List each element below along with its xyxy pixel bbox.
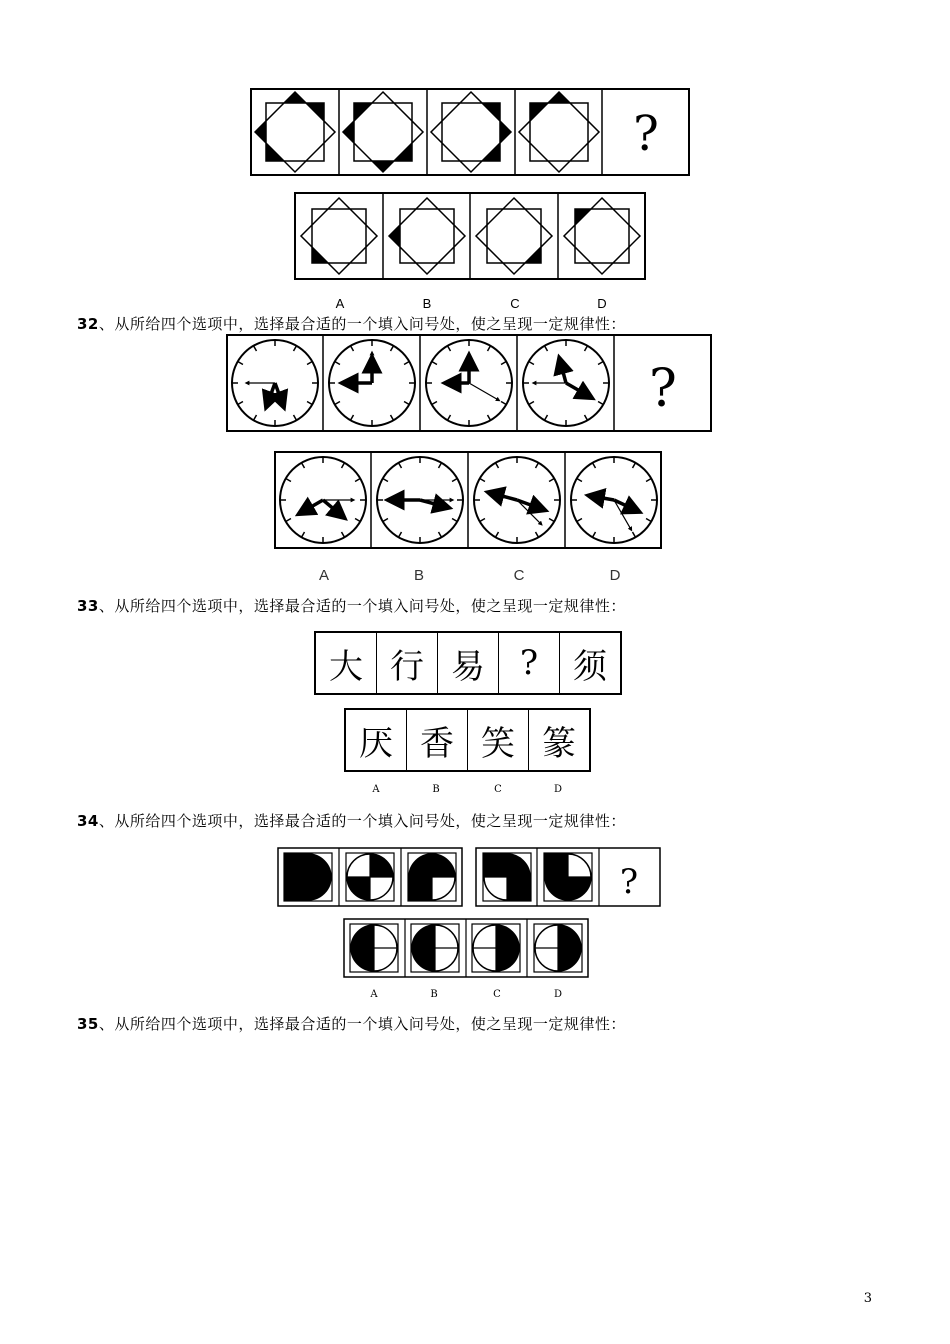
q35-prompt [77,1013,626,1034]
q34-option-d [534,924,582,972]
q34-text: 、从所给四个选项中，选择最合适的一个填入问号处，使之呈现一定规律性： [98,812,626,830]
q33-text: 、从所给四个选项中，选择最合适的一个填入问号处，使之呈现一定规律性： [98,597,626,615]
q34-prompt [77,810,626,831]
q33-seq-char-2: 行 [377,633,438,693]
q32-clock-2 [329,340,415,426]
q32-option-label-c: C [513,567,525,584]
q31-cell-3 [431,92,511,172]
q32-option-clock-c [474,457,560,543]
q34-number: 34 [77,812,99,830]
q31-option-c [476,198,552,274]
q33-choices [344,708,591,772]
q33-option-label-d: D [553,784,563,795]
q32-sequence-figure [226,334,714,434]
q33-prompt [77,595,626,616]
q32-option-label-d: D [609,567,621,584]
q32-option-label-a: A [318,567,329,584]
q34-option-b [411,924,459,972]
q31-option-label-d: D [597,296,607,311]
q31-option-d [564,198,640,274]
q33-option-label-b: B [432,784,440,795]
q31-option-label-c: C [510,296,520,311]
q34-seq-3 [408,853,456,901]
q32-options-figure [274,451,664,551]
q34-option-c [472,924,520,972]
q34-seq-2 [346,853,394,901]
q35-text: 、从所给四个选项中，选择最合适的一个填入问号处，使之呈现一定规律性： [98,1015,626,1033]
q32-text: 、从所给四个选项中，选择最合适的一个填入问号处，使之呈现一定规律性： [98,315,626,333]
q33-option-label-a: A [372,784,380,795]
q32-number: 32 [77,315,99,333]
q31-cell-1 [255,92,335,172]
q31-cell-2 [343,92,423,172]
q34-option-label-a: A [370,989,378,1000]
page-number: 3 [863,1291,872,1306]
q31-option-b [389,198,465,274]
q35-number: 35 [77,1015,99,1033]
q32-option-clock-a [280,457,366,543]
q34-option-label-d: D [553,989,563,1000]
q31-option-label-b: B [422,296,432,311]
q31-cell-4 [519,92,599,172]
q34-sequence-figure [277,847,663,909]
q32-option-clock-d [571,457,657,543]
q34-seq-4 [483,853,531,901]
q32-clock-1 [232,340,318,426]
q31-option-a [301,198,377,274]
q33-seq-char-4: ? [499,633,560,693]
q33-option-label-c: C [494,784,502,795]
q33-choice-a: 厌 [346,710,407,770]
q33-seq-char-3: 易 [438,633,499,693]
q33-choice-b: 香 [407,710,468,770]
q32-clock-3 [426,340,512,426]
q34-question-mark: ? [619,862,639,902]
q34-option-label-b: B [430,989,438,1000]
q31-option-label-a: A [335,296,345,311]
q34-option-label-c: C [493,989,501,1000]
q34-seq-1 [284,853,332,901]
q33-number: 33 [77,597,99,615]
q33-seq-char-5: 须 [573,646,607,687]
q32-option-label-b: B [413,567,424,584]
q31-sequence-figure [250,88,692,178]
q33-sequence [314,631,622,695]
q31-options-figure [294,192,648,282]
q34-option-a [350,924,398,972]
q33-seq-char-1: 大 [316,633,377,693]
q32-question-mark: ? [649,359,677,419]
q32-option-clock-b [377,457,463,543]
q32-clock-4 [523,340,609,426]
q32-prompt [77,313,626,334]
q31-question-mark: ? [633,106,659,162]
q33-choice-c: 笑 [468,710,529,770]
q34-seq-5 [544,853,592,901]
q34-options-figure [343,918,591,980]
q33-choice-d: 篆 [542,723,576,764]
